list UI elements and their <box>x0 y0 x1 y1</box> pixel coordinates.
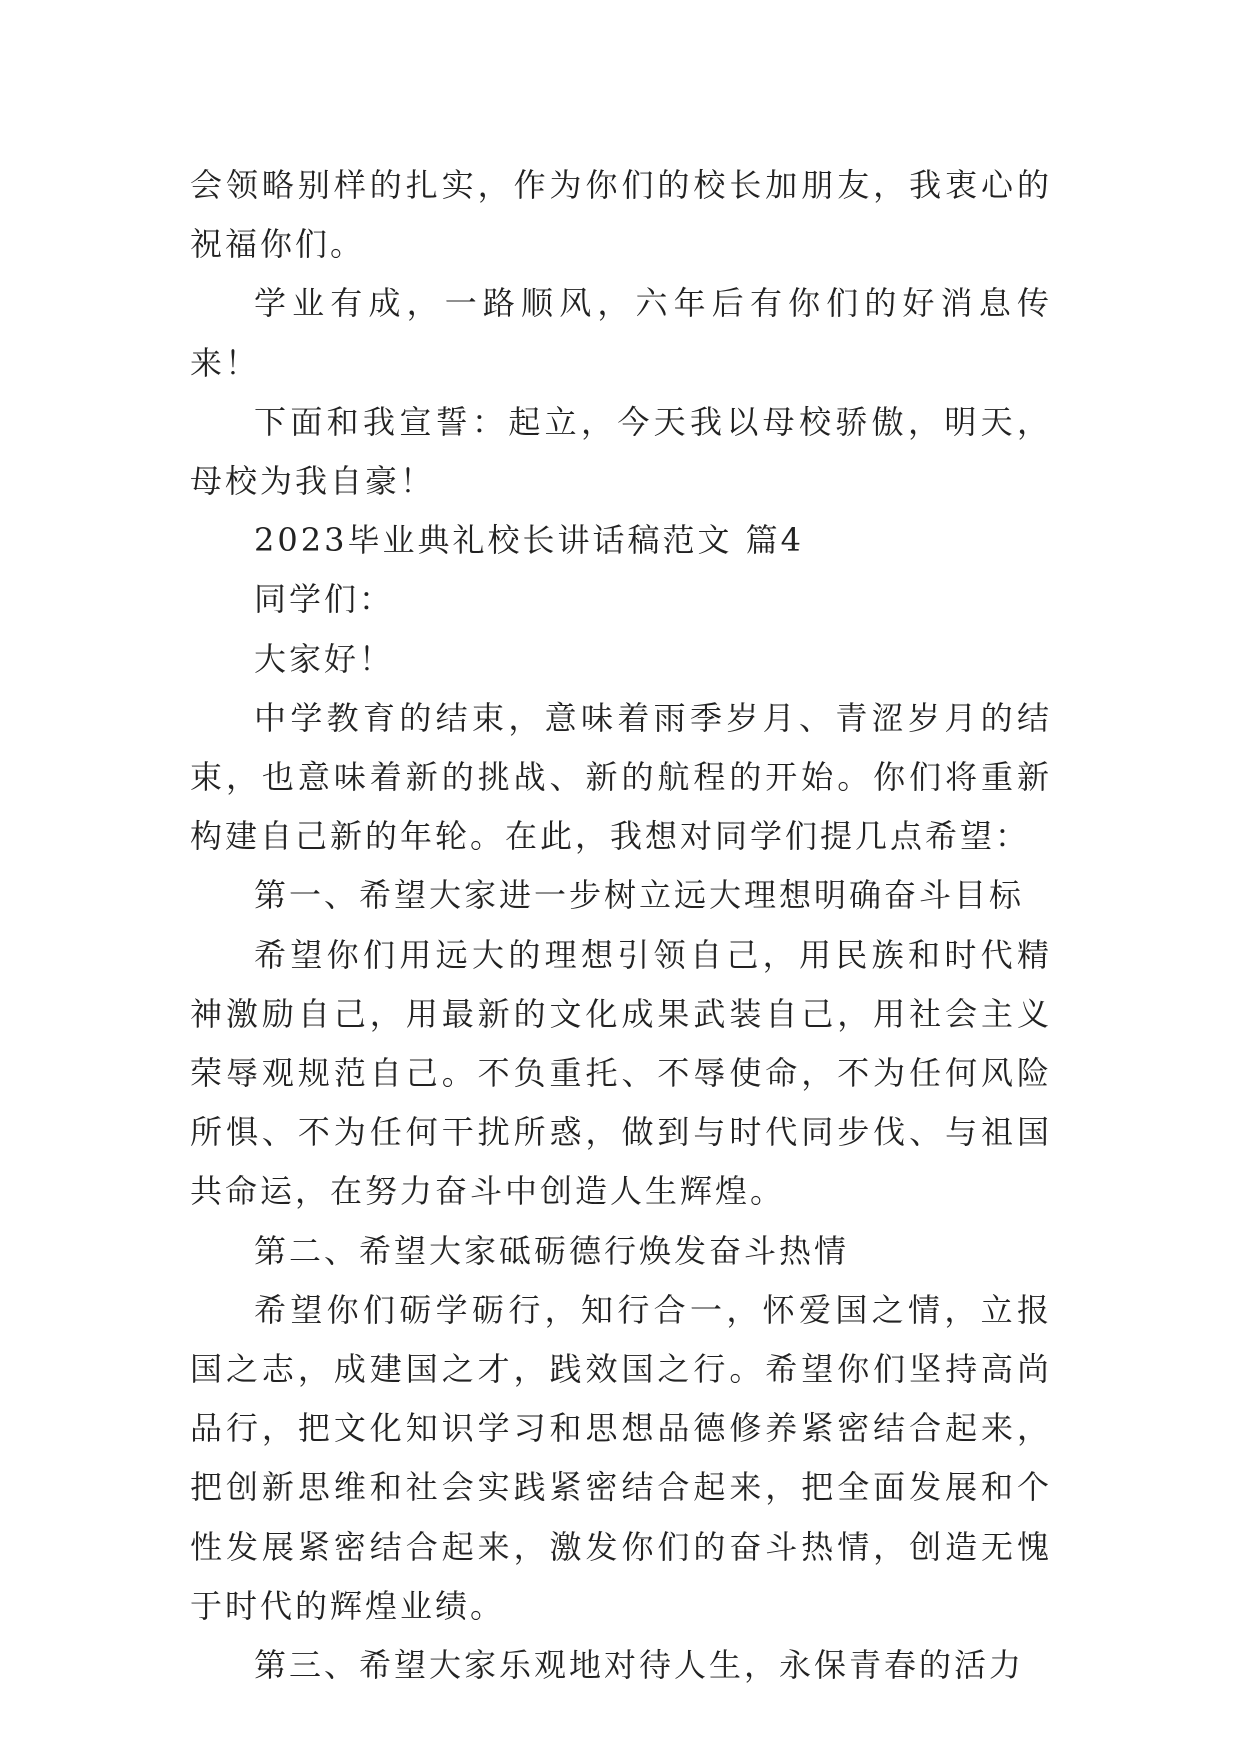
section-heading: 2023毕业典礼校长讲话稿范文 篇4 <box>254 521 804 560</box>
greeting: 大家好！ <box>254 639 395 678</box>
point-heading: 第三、希望大家乐观地对待人生，永保青春的活力 <box>254 1646 1025 1685</box>
document-body <box>190 156 1052 1695</box>
paragraph: 下面和我宣誓：起立，今天我以母校骄傲，明天，母校为我自豪！ <box>190 402 1052 501</box>
salutation: 同学们： <box>254 580 395 619</box>
paragraph: 会领略别样的扎实，作为你们的校长加朋友，我衷心的祝福你们。 <box>190 166 1052 264</box>
paragraph: 希望你们用远大的理想引领自己，用民族和时代精神激励自己，用最新的文化成果武装自己，用社会主义荣辱观规范自己。不负重托、不辱使命，不为任何风险所惧、不为任何干扰所惑，做到与时代同步伐、与祖国共命运，在努力奋斗中创造人生辉煌。 <box>190 935 1052 1211</box>
paragraph: 学业有成，一路顺风，六年后有你们的好消息传来！ <box>190 284 1052 382</box>
paragraph: 希望你们砺学砺行，知行合一，怀爱国之情，立报国之志，成建国之才，践效国之行。希望你们坚持高尚品行，把文化知识学习和思想品德修养紧密结合起来，把创新思维和社会实践紧密结合起来，把全面发展和个性发展紧密结合起来，激发你们的奋斗热情，创造无愧于时代的辉煌业绩。 <box>190 1290 1052 1625</box>
point-heading: 第二、希望大家砥砺德行焕发奋斗热情 <box>254 1231 850 1270</box>
point-heading: 第一、希望大家进一步树立远大理想明确奋斗目标 <box>254 876 1025 915</box>
paragraph: 中学教育的结束，意味着雨季岁月、青涩岁月的结束，也意味着新的挑战、新的航程的开始。你们将重新构建自己新的年轮。在此，我想对同学们提几点希望： <box>190 698 1052 856</box>
